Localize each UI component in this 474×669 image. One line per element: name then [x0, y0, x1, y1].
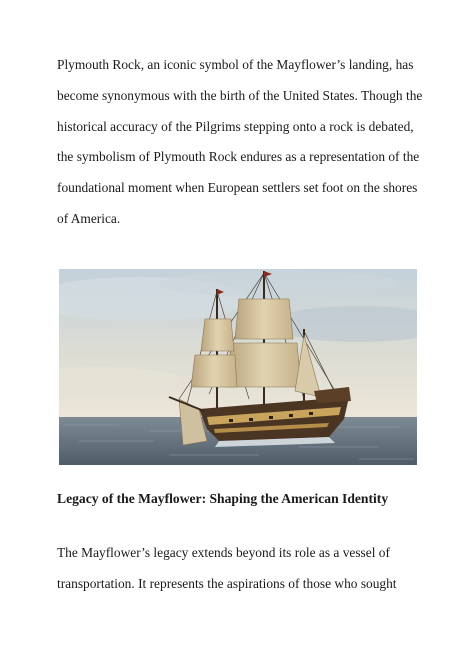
- text-line: historical accuracy of the Pilgrims stepping onto a rock is debated,: [57, 118, 414, 134]
- body-paragraph: [57, 50, 427, 235]
- text-line: foundational moment when European settlers set foot on the shores: [57, 180, 418, 196]
- body-paragraph: [57, 538, 427, 600]
- text-line: Plymouth Rock, an iconic symbol of the Mayflower’s landing, has: [57, 57, 414, 72]
- text-line: The Mayflower’s legacy extends beyond its role as a vessel of: [57, 545, 390, 560]
- text-line: transportation. It represents the aspirations of those who sought: [57, 575, 397, 591]
- text-line: the symbolism of Plymouth Rock endures as a representation of the: [57, 149, 420, 165]
- text-line: of America.: [57, 210, 121, 226]
- section-heading: Legacy of the Mayflower: Shaping the American Identity: [57, 491, 389, 506]
- ship-photo: [59, 269, 417, 465]
- text-line: become synonymous with the birth of the United States. Though the: [57, 87, 423, 103]
